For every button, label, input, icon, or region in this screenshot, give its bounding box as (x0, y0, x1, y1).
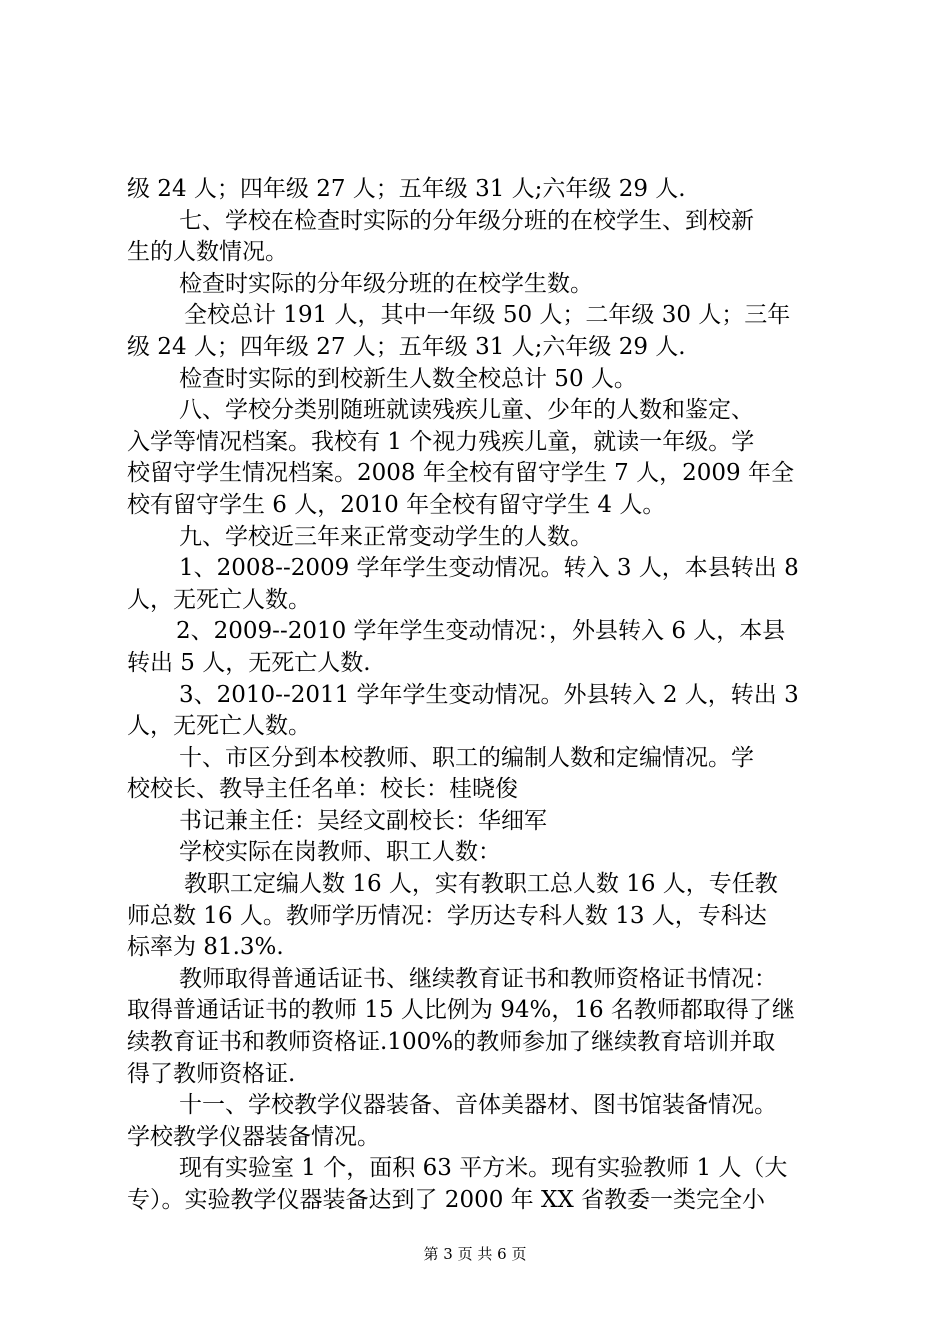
paragraph-start: 学校实际在岗教师、职工人数： (179, 839, 501, 866)
paragraph-start: 1、2008--2009 学年学生变动情况。转入 3 人，本县转出 8 (179, 555, 799, 582)
text-line: 续教育证书和教师资格证.100%的教师参加了继续教育培训并取 (127, 1029, 776, 1056)
paragraph-start: 3、2010--2011 学年学生变动情况。外县转入 2 人，转出 3 (179, 681, 799, 708)
paragraph-start: 教师取得普通话证书、继续教育证书和教师资格证书情况： (179, 965, 777, 992)
paragraph-start: 书记兼主任：吴经文副校长：华细军 (179, 807, 547, 834)
text-line: 入学等情况档案。我校有 1 个视力残疾儿童，就读一年级。学 (127, 428, 755, 455)
paragraph-start: 检查时实际的到校新生人数全校总计 50 人。 (179, 365, 637, 392)
text-line: 生的人数情况。 (127, 239, 288, 266)
text-line: 得了教师资格证. (127, 1060, 296, 1087)
text-line: 专）。实验教学仪器装备达到了 2000 年 XX 省教委一类完全小 (127, 1187, 766, 1213)
paragraph-start: 八、学校分类别随班就读残疾儿童、少年的人数和鉴定、 (179, 397, 754, 424)
paragraph-start: 十一、学校教学仪器装备、音体美器材、图书馆装备情况。 (179, 1092, 777, 1119)
paragraph-start: 九、学校近三年来正常变动学生的人数。 (179, 523, 593, 550)
text-line: 级 24 人；四年级 27 人；五年级 31 人;六年级 29 人. (127, 176, 686, 202)
text-line: 学校教学仪器装备情况。 (127, 1123, 380, 1150)
text-line: 校校长、教导主任名单：校长：桂晓俊 (127, 776, 518, 803)
text-line: 取得普通话证书的教师 15 人比例为 94%，16 名教师都取得了继 (127, 997, 795, 1024)
paragraph-start: 2、2009--2010 学年学生变动情况：，外县转入 6 人，本县 (176, 618, 786, 645)
text-line: 转出 5 人，无死亡人数. (127, 649, 371, 676)
text-line: 校留守学生情况档案。2008 年全校有留守学生 7 人，2009 年全 (127, 460, 794, 487)
text-line: 标率为 81.3%. (127, 934, 284, 961)
paragraph-start: 七、学校在检查时实际的分年级分班的在校学生、到校新 (179, 207, 754, 234)
text-line: 人，无死亡人数。 (127, 586, 311, 613)
paragraph-start: 现有实验室 1 个，面积 63 平方米。现有实验教师 1 人（大 (179, 1155, 788, 1182)
document-body (127, 174, 833, 1217)
text-line: 校有留守学生 6 人，2010 年全校有留守学生 4 人。 (127, 491, 666, 518)
paragraph-start: 检查时实际的分年级分班的在校学生数。 (179, 270, 593, 297)
paragraph-start: 十、市区分到本校教师、职工的编制人数和定编情况。学 (179, 744, 754, 771)
paragraph-start: 教职工定编人数 16 人，实有教职工总人数 16 人，专任教 (184, 871, 778, 898)
paragraph-start: 全校总计 191 人，其中一年级 50 人；二年级 30 人；三年 (184, 302, 791, 329)
text-line: 人，无死亡人数。 (127, 713, 311, 740)
text-line: 级 24 人；四年级 27 人；五年级 31 人;六年级 29 人. (127, 333, 686, 360)
text-line: 师总数 16 人。教师学历情况：学历达专科人数 13 人，专科达 (127, 902, 767, 929)
page-number-footer: 第 3 页 共 6 页 (423, 1245, 527, 1263)
